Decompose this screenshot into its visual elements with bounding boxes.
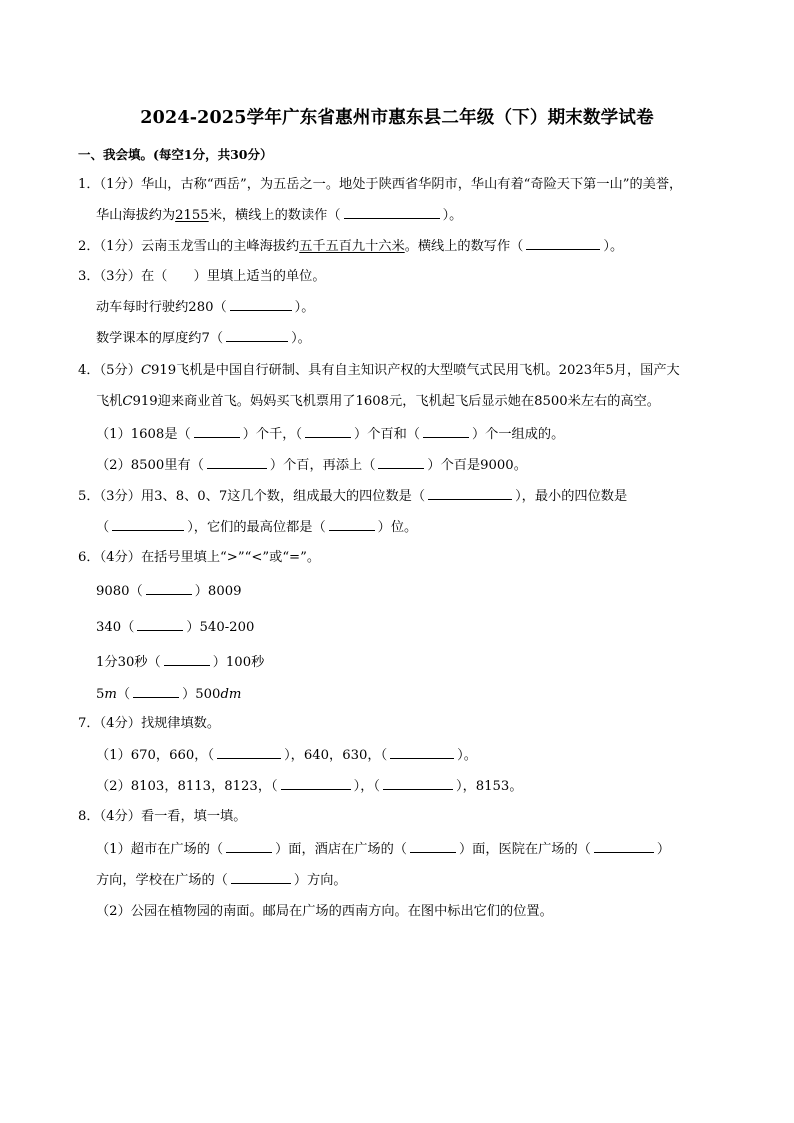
question-text: （2）8500里有（ xyxy=(96,458,204,473)
question-text: 919飞机是中国自行研制、具有自主知识产权的大型喷气式民用飞机。2023年5月，国产大 xyxy=(151,363,680,378)
question-3-sub-2 xyxy=(96,329,311,348)
question-text: 米，横线上的数读作（ xyxy=(208,208,341,223)
question-text: ）。 xyxy=(603,239,624,254)
question-7-sub-1 xyxy=(96,746,477,765)
question-6 xyxy=(78,549,320,567)
question-text: ）个百，再添上（ xyxy=(269,458,376,473)
question-6-row-4 xyxy=(96,685,241,704)
question-number: 8． xyxy=(78,809,100,824)
answer-blank[interactable] xyxy=(428,487,512,500)
question-4-line-2 xyxy=(96,393,660,411)
question-text: （1）超市在广场的（ xyxy=(96,842,224,857)
question-text: 在括号里填上“>”“<”或“=”。 xyxy=(140,550,321,565)
page-title: 2024-2025学年广东省惠州市惠东县二年级（下）期末数学试卷 xyxy=(140,108,654,128)
question-text: ）方向。 xyxy=(293,873,347,888)
question-text: ） xyxy=(656,842,671,857)
answer-blank[interactable] xyxy=(281,777,351,790)
question-text: 数学课本的厚度约7（ xyxy=(96,331,224,346)
answer-blank[interactable] xyxy=(137,618,183,631)
answer-blank[interactable] xyxy=(164,653,210,666)
question-text: ）个百和（ xyxy=(354,427,420,442)
question-text: ）。 xyxy=(291,331,311,346)
question-number: 4． xyxy=(78,363,100,378)
question-text: 919迎来商业首飞。妈妈买飞机票用了1608元，飞机起飞后显示她在8500米左右的高空。 xyxy=(132,394,660,409)
question-text: ）个百是9000。 xyxy=(427,458,527,473)
question-text: （2）8103，8113，8123，（ xyxy=(96,779,278,794)
question-text: ）540-200 xyxy=(186,620,255,635)
question-text: ）100秒 xyxy=(212,655,265,670)
question-number: 5． xyxy=(78,489,100,504)
question-text: ）面，酒店在广场的（ xyxy=(275,842,407,857)
question-8-sub-1-line-2 xyxy=(96,871,347,890)
answer-blank[interactable] xyxy=(344,206,440,219)
question-text: 方向，学校在广场的（ xyxy=(96,873,228,888)
question-text: 。横线上的数写作（ xyxy=(404,239,524,254)
question-text: 动车每时行驶约280（ xyxy=(96,300,227,315)
question-7-sub-2 xyxy=(96,777,523,796)
question-score: （4分） xyxy=(99,550,141,565)
answer-blank[interactable] xyxy=(194,425,240,438)
answer-blank[interactable] xyxy=(526,237,600,250)
question-text: （ xyxy=(116,687,131,702)
question-text: ）8009 xyxy=(194,584,242,599)
question-text: ），它们的最高位都是（ xyxy=(187,520,326,535)
question-text: ），最小的四位数是 xyxy=(515,489,628,504)
question-4-sub-2 xyxy=(96,456,527,475)
question-6-row-2 xyxy=(96,618,254,637)
question-2 xyxy=(78,237,623,256)
question-text: （1）1608是（ xyxy=(96,427,191,442)
answer-blank[interactable] xyxy=(112,518,184,531)
question-number: 2． xyxy=(78,239,100,254)
question-text: ）。 xyxy=(442,208,463,223)
question-text: 用3、8、0、7这几个数，组成最大的四位数是（ xyxy=(140,489,426,504)
question-text: ），8153。 xyxy=(455,779,523,794)
question-text: C xyxy=(122,394,133,409)
answer-blank[interactable] xyxy=(217,746,281,759)
answer-blank[interactable] xyxy=(305,425,351,438)
question-text: 看一看，填一填。 xyxy=(140,809,247,824)
question-text: 找规律填数。 xyxy=(140,716,221,731)
question-text: （1）670，660，（ xyxy=(96,748,215,763)
question-8-sub-1-line-1 xyxy=(96,840,670,859)
question-text: 飞机 xyxy=(96,394,123,409)
question-8 xyxy=(78,808,246,826)
question-3-sub-1 xyxy=(96,298,314,317)
question-number: 3． xyxy=(78,269,100,284)
answer-blank[interactable] xyxy=(207,456,267,469)
question-score: （3分） xyxy=(99,489,141,504)
question-text: ）面，医院在广场的（ xyxy=(458,842,591,857)
question-text: ）位。 xyxy=(377,520,418,535)
question-number: 6． xyxy=(78,550,100,565)
question-score: （1分） xyxy=(99,239,141,254)
question-text: 1分30秒（ xyxy=(96,655,161,670)
question-3 xyxy=(78,268,326,286)
unit-text: m xyxy=(104,687,117,702)
underlined-number: 五千五百九十六米 xyxy=(299,239,405,254)
question-5-line-1 xyxy=(78,487,627,506)
answer-blank[interactable] xyxy=(133,685,179,698)
question-text: 云南玉龙雪山的主峰海拔约 xyxy=(140,239,300,254)
answer-blank[interactable] xyxy=(390,746,454,759)
answer-blank[interactable] xyxy=(378,456,424,469)
answer-blank[interactable] xyxy=(594,840,654,853)
question-1-line-1 xyxy=(78,176,682,194)
question-6-row-1 xyxy=(96,582,242,601)
question-text: 9080（ xyxy=(96,584,143,599)
question-text: 5 xyxy=(96,687,105,702)
unit-text: dm xyxy=(220,687,242,702)
answer-blank[interactable] xyxy=(231,871,291,884)
question-text: ），640，630，（ xyxy=(284,748,388,763)
answer-blank[interactable] xyxy=(226,329,288,342)
question-score: （3分） xyxy=(99,269,141,284)
question-text: ）。 xyxy=(457,748,477,763)
question-text: 在（ ）里填上适当的单位。 xyxy=(140,269,326,284)
question-number: 1． xyxy=(78,177,100,192)
answer-blank[interactable] xyxy=(230,298,292,311)
section-heading: 一、我会填。(每空1分，共30分） xyxy=(78,147,273,162)
question-score: （1分） xyxy=(99,177,141,192)
underlined-number: 2155 xyxy=(175,208,209,223)
answer-blank[interactable] xyxy=(226,840,272,853)
question-1-line-2 xyxy=(96,206,462,225)
question-text: 华山，古称“西岳”，为五岳之一。地处于陕西省华阴市，华山有着“奇险天下第一山”的美誉， xyxy=(140,177,683,192)
question-6-row-3 xyxy=(96,653,264,672)
question-5-line-2 xyxy=(96,518,417,537)
answer-blank[interactable] xyxy=(383,777,453,790)
question-text: 340（ xyxy=(96,620,135,635)
question-4-line-1 xyxy=(78,362,680,380)
answer-blank[interactable] xyxy=(423,425,469,438)
question-text: （2）公园在植物园的南面。邮局在广场的西南方向。在图中标出它们的位置。 xyxy=(96,904,553,919)
question-7 xyxy=(78,715,220,733)
question-text: ）个一组成的。 xyxy=(471,427,565,442)
answer-blank[interactable] xyxy=(329,518,375,531)
question-text: ），（ xyxy=(353,779,380,794)
question-score: （4分） xyxy=(99,716,141,731)
question-text: ）个千，（ xyxy=(242,427,303,442)
answer-blank[interactable] xyxy=(410,840,456,853)
question-text: ）。 xyxy=(294,300,315,315)
question-text: （ xyxy=(96,520,110,535)
answer-blank[interactable] xyxy=(146,582,192,595)
question-score: （4分） xyxy=(99,809,141,824)
question-number: 7． xyxy=(78,716,100,731)
question-score: （5分） xyxy=(99,363,141,378)
question-text: 华山海拔约为 xyxy=(96,208,176,223)
question-8-sub-2 xyxy=(96,903,553,921)
question-text: C xyxy=(140,363,152,378)
question-text: ）500 xyxy=(182,687,221,702)
question-4-sub-1 xyxy=(96,425,564,444)
